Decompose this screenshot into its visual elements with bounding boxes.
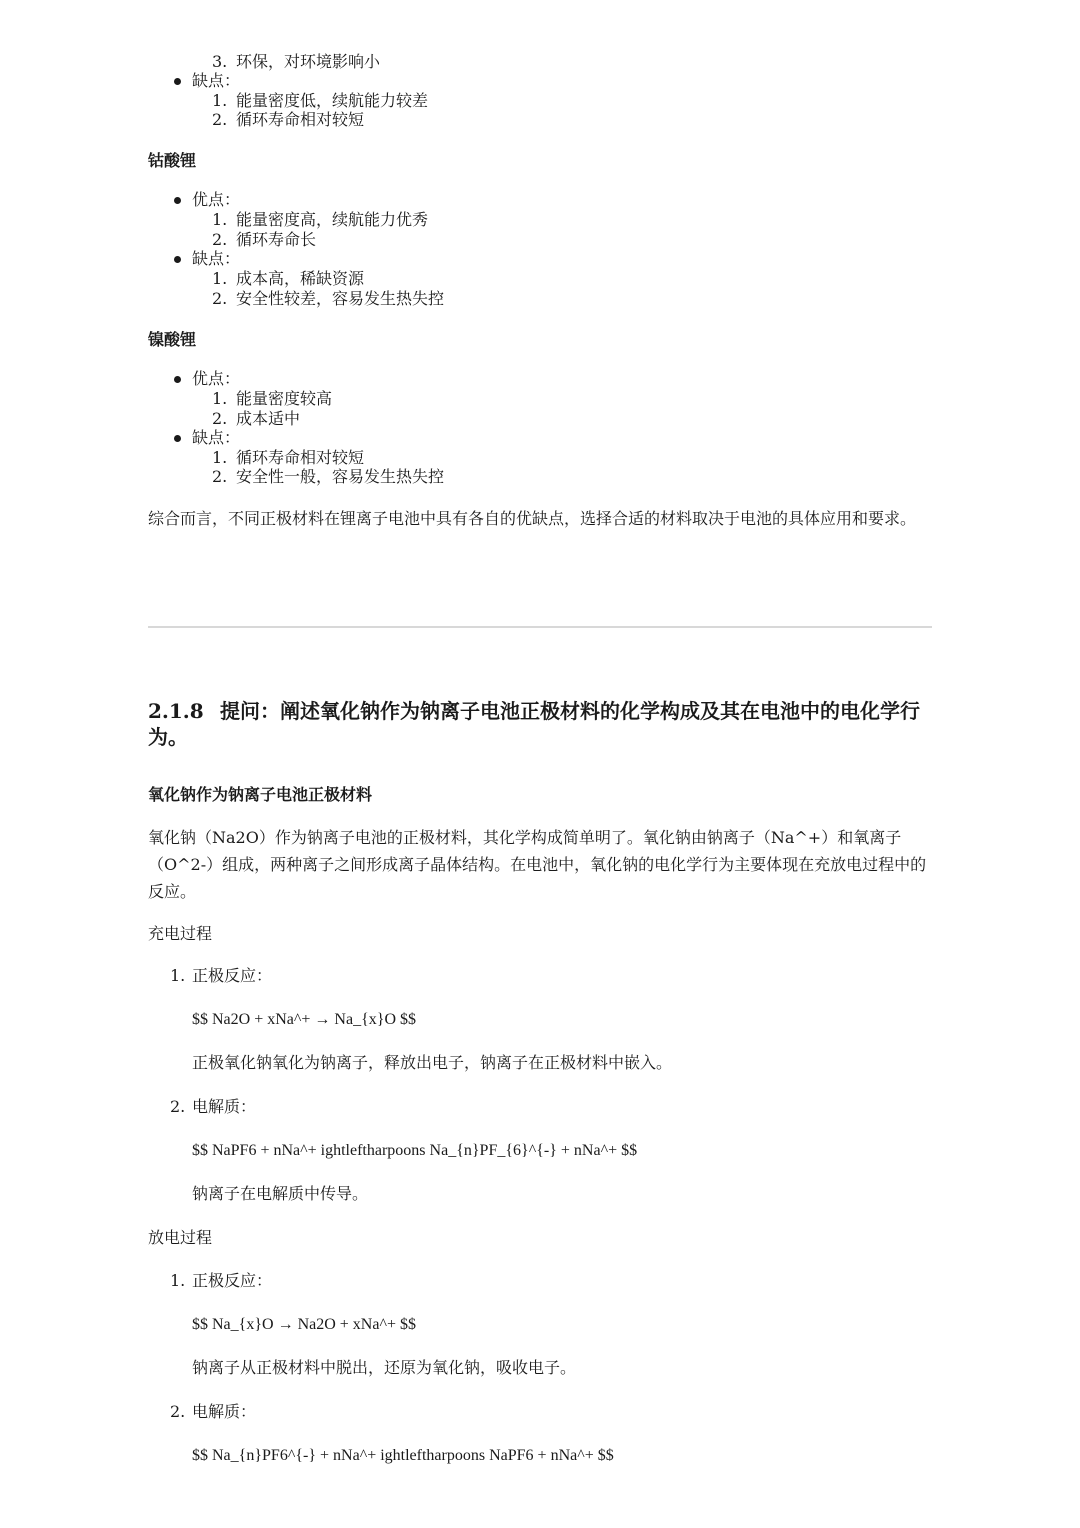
cons-label: 缺点： [192,71,241,90]
step-description: 正极氧化钠氧化为钠离子，释放出电子，钠离子在正极材料中嵌入。 [192,1053,673,1072]
list-item: 成本适中 [236,409,301,428]
list-item: 安全性较差，容易发生热失控 [236,289,445,308]
material-heading: 镍酸锂 [148,330,197,349]
bullet-icon [174,197,181,204]
list-item: 环保，对环境影响小 [236,52,381,71]
section-number: 2.1.8 [148,699,204,723]
list-item: 成本高，稀缺资源 [236,269,365,288]
summary-paragraph: 综合而言，不同正极材料在锂离子电池中具有各自的优缺点，选择合适的材料取决于电池的具体应用和要求。 [148,509,917,528]
step-label: 正极反应： [192,1271,273,1290]
section-subtitle: 氧化钠作为钠离子电池正极材料 [148,785,373,804]
list-number: 1. [212,91,228,110]
bullet-icon [174,78,181,85]
step-description: 钠离子在电解质中传导。 [192,1184,369,1203]
list-number: 1. [170,966,186,985]
list-number: 1. [212,389,228,408]
list-number: 1. [212,269,228,288]
cons-label: 缺点： [192,249,241,268]
list-number: 1. [170,1271,186,1290]
formula: $$ Na_{n}PF6^{-} + nNa^+ ightleftharpoons NaPF6 + nNa^+ $$ [192,1447,614,1464]
list-item: 循环寿命相对较短 [236,110,365,129]
list-number: 1. [212,210,228,229]
list-number: 2. [212,289,228,308]
discharge-heading: 放电过程 [148,1228,213,1247]
list-item: 循环寿命相对较短 [236,448,365,467]
formula: $$ Na_{x}O → Na2O + xNa^+ $$ [192,1316,416,1333]
bullet-icon [174,435,181,442]
list-item: 能量密度低，续航能力较差 [236,91,429,110]
formula: $$ NaPF6 + nNa^+ ightleftharpoons Na_{n}PF_{6}^{-} + nNa^+ $$ [192,1142,638,1159]
cons-label: 缺点： [192,428,241,447]
list-number: 2. [212,467,228,486]
pros-label: 优点： [192,190,241,209]
list-number: 1. [212,448,228,467]
list-number: 2. [170,1097,186,1116]
charge-heading: 充电过程 [148,924,213,943]
section-title: 提问：阐述氧化钠作为钠离子电池正极材料的化学构成及其在电池中的电化学行为。 [148,699,920,749]
bullet-icon [174,376,181,383]
pros-label: 优点： [192,369,241,388]
list-item: 循环寿命长 [236,230,317,249]
step-description: 钠离子从正极材料中脱出，还原为氧化钠，吸收电子。 [192,1358,577,1377]
step-label: 电解质： [192,1097,257,1116]
intro-paragraph: 氧化钠（Na2O）作为钠离子电池的正极材料，其化学构成简单明了。氧化钠由钠离子（Na^+）和氧离子（O^2-）组成，两种离子之间形成离子晶体结构。在电池中，氧化钠的电化学行为主要体现在充放电过程中的反应。 [148,828,927,901]
list-number: 2. [212,110,228,129]
step-label: 正极反应： [192,966,273,985]
list-item: 安全性一般，容易发生热失控 [236,467,445,486]
list-item: 能量密度高，续航能力优秀 [236,210,429,229]
list-item: 能量密度较高 [236,389,333,408]
list-number: 3. [212,52,228,71]
formula: $$ Na2O + xNa^+ → Na_{x}O $$ [192,1011,416,1028]
list-number: 2. [170,1402,186,1421]
list-number: 2. [212,409,228,428]
section-divider [148,626,932,628]
bullet-icon [174,256,181,263]
step-label: 电解质： [192,1402,257,1421]
material-heading: 钴酸锂 [148,151,197,170]
list-number: 2. [212,230,228,249]
section-heading [148,698,932,750]
